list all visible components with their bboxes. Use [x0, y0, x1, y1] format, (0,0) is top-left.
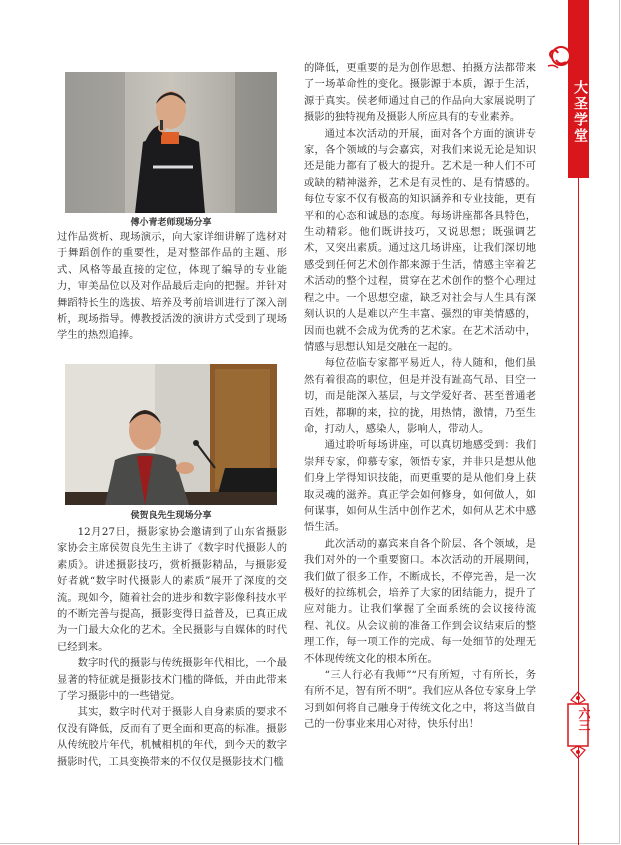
- paragraph: 过作品赏析、现场演示，向大家详细讲解了选材对于舞蹈创作的重要性，是对整部作品的主题、形式、风格等最直接的定位，体现了编导的专业能力，审美品位以及对作品最后走向的把握。并针对舞蹈特长生的选拔、培养及考前培训进行了深入剖析，现场指导。傅教授活泼的演讲方式受到了现场学生的热烈追捧。: [57, 231, 287, 342]
- page-number: 六三: [577, 707, 591, 731]
- margin-rule-top: [578, 178, 579, 778]
- paragraph: 每位莅临专家都平易近人，待人随和，他们虽然有着很高的职位，但是并没有趾高气昂、目空一切，而是能深入基层，与文学爱好者、甚至普通老百姓，都聊的来，拉的拢，用热情，激情，乃至生命，打动人，感染人，影响人，带动人。: [304, 357, 536, 435]
- paragraph: 其实，数字时代对于摄影人自身素质的要求不仅没有降低，反而有了更全面和更高的标准。摄影从传统胶片年代，机械相机的年代，到今天的数字摄影时代，工具变换带来的不仅仅是摄影技术门槛: [57, 706, 287, 768]
- paragraph: 通过聆听每场讲座，可以真切地感受到：我们崇拜专家，仰慕专家，领悟专家，并非只是想从他们身上学得知识技能，而更重要的是从他们身上获取灵魂的滋养。真正学会如何修身，如何做人，如何谋事，如何从生活中创作艺术，如何从艺术中感悟生活。: [304, 439, 536, 534]
- margin-rule-bottom: [578, 770, 579, 845]
- paragraph: “三人行必有我师”“尺有所短，寸有所长，务有所不足，智有所不明”。我们应从各位专家身上学习到如何将自己融身于传统文化之中，将这当做自己的一份事业来用心对待，快乐付出！: [304, 669, 536, 731]
- photo-caption-1: 傅小青老师现场分享: [130, 218, 212, 228]
- paragraph: 12月27日，摄影家协会邀请到了山东省摄影家协会主席侯贺良先生主讲了《数字时代摄影人的素质》。讲述摄影技巧，赏析摄影精品，与摄影爱好者就“数字时代摄影人的素质”展开了深度的交流。现如今，随着社会的进步和数字影像科技水平的不断完善与提高，摄影变得日益普及，已真正成为一门最大众化的艺术。全民摄影与自媒体的时代已经到来。: [57, 526, 287, 653]
- photo-speaker-2: [65, 364, 277, 505]
- photo-caption-2: 侯贺良先生现场分享: [130, 511, 212, 521]
- cloud-logo-icon: [544, 44, 572, 72]
- left-column-block-1: [57, 229, 287, 344]
- section-title: 大圣学堂: [572, 80, 588, 144]
- paragraph: 此次活动的嘉宾来自各个阶层、各个领域，是我们对外的一个重要窗口。本次活动的开展期间，我们做了很多工作，不断成长，不停完善，是一次极好的拉练机会，培养了大家的团结能力，提升了应对能力。让我们掌握了全面系统的会议接待流程、礼仪。从会议前的准备工作到会议结束后的整理工作，每一项工作的完成、每一处细节的处理无不体现传统文化的根本所在。: [304, 537, 536, 665]
- photo-speaker-1: [65, 72, 277, 213]
- right-column: [304, 60, 536, 733]
- paragraph: 数字时代的摄影与传统摄影年代相比，一个最显著的特征就是摄影技术门槛的降低，并由此带来了学习摄影中的一些错觉。: [57, 657, 287, 703]
- left-column-block-2: [57, 524, 287, 770]
- paragraph: 的降低，更重要的是为创作思想、拍摄方法都带来了一场革命性的变化。摄影源于本质，源于生活，源于真实。侯老师通过自己的作品向大家展说明了摄影的独特视角及摄影人所应具有的专业素养。: [304, 62, 536, 124]
- paragraph: 通过本次活动的开展，面对各个方面的演讲专家，各个领域的与会嘉宾，对我们来说无论是知识还是能力都有了极大的提升。艺术是一种人们不可或缺的精神滋养，艺术是有灵性的、是有情感的。每位专家不仅有极高的知识涵养和专业技能，更有平和的心态和诚恳的态度。每场讲座都各具特色，生动精彩。他们既讲技巧，又说思想；既强调艺术，又突出素质。通过这几场讲座，让我们深切地感受到任何艺术创作都来源于生活，情感主宰着艺术活动的整个过程，贯穿在艺术创作的整个心理过程之中。一个思想空虚，缺乏对社会与人生具有深刻认识的人是难以产生丰富、强烈的审美情感的，因而也就不会成为优秀的艺术家。在艺术活动中，情感与思想认知是交融在一起的。: [304, 127, 536, 353]
